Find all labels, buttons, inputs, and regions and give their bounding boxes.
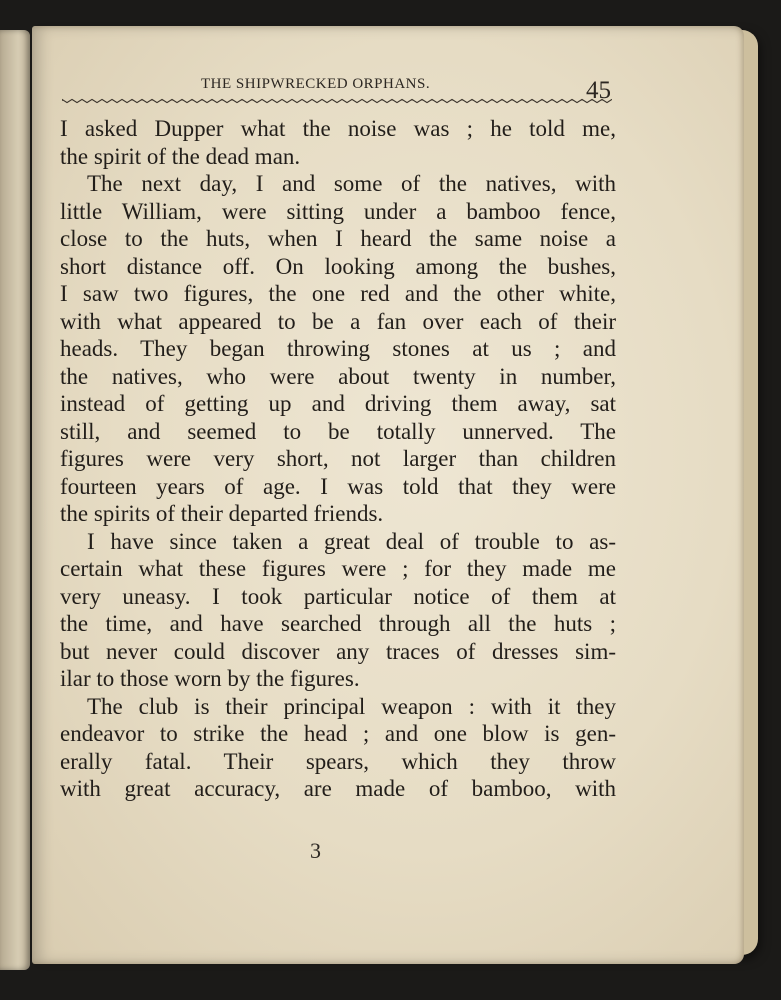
text-line: The club is their principal weapon : with it they xyxy=(87,693,616,719)
text-line: The next day, I and some of the natives, with xyxy=(87,171,616,196)
text-line: very uneasy. I took particular notice of them at xyxy=(60,583,616,609)
text-line: with great accuracy, are made of bamboo, with xyxy=(60,776,616,801)
text-line: the spirits of their departed friends. xyxy=(60,501,384,526)
text-line: I saw two figures, the one red and the other white, xyxy=(60,281,616,306)
text-line: with what appeared to be a fan over each of their xyxy=(60,308,616,334)
text-line: instead of getting up and driving them away, sat xyxy=(60,391,616,416)
text-line: I have since taken a great deal of trouble to as- xyxy=(87,528,616,554)
text-line: little William, were sitting under a bamboo fence, xyxy=(60,198,616,224)
text-line: the natives, who were about twenty in number, xyxy=(60,363,616,389)
page-number: 45 xyxy=(586,77,611,104)
text-line: endeavor to strike the head ; and one blow is gen- xyxy=(60,721,616,746)
text-line: erally fatal. Their spears, which they throw xyxy=(60,748,616,774)
text-line: figures were very short, not larger than children xyxy=(60,446,616,471)
body-text xyxy=(60,115,616,803)
text-line: fourteen years of age. I was told that they were xyxy=(60,473,616,499)
signature-mark: 3 xyxy=(310,838,321,863)
text-line: the spirit of the dead man. xyxy=(60,143,301,169)
text-line: heads. They began throwing stones at us ; and xyxy=(60,336,616,361)
running-head: THE SHIPWRECKED ORPHANS. xyxy=(201,76,431,92)
text-line: I asked Dupper what the noise was ; he told me, xyxy=(60,116,616,141)
text-line: the time, and have searched through all the huts ; xyxy=(60,611,616,636)
text-line: ilar to those worn by the figures. xyxy=(60,666,360,691)
text-line: still, and seemed to be totally unnerved. The xyxy=(60,418,616,444)
facing-page-edge xyxy=(0,30,30,970)
wavy-rule xyxy=(62,96,612,106)
text-line: short distance off. On looking among the bushes, xyxy=(60,253,616,279)
text-line: certain what these figures were ; for they made me xyxy=(60,556,616,581)
text-line: close to the huts, when I heard the same noise a xyxy=(60,226,616,251)
text-line: but never could discover any traces of dresses sim- xyxy=(60,638,616,664)
